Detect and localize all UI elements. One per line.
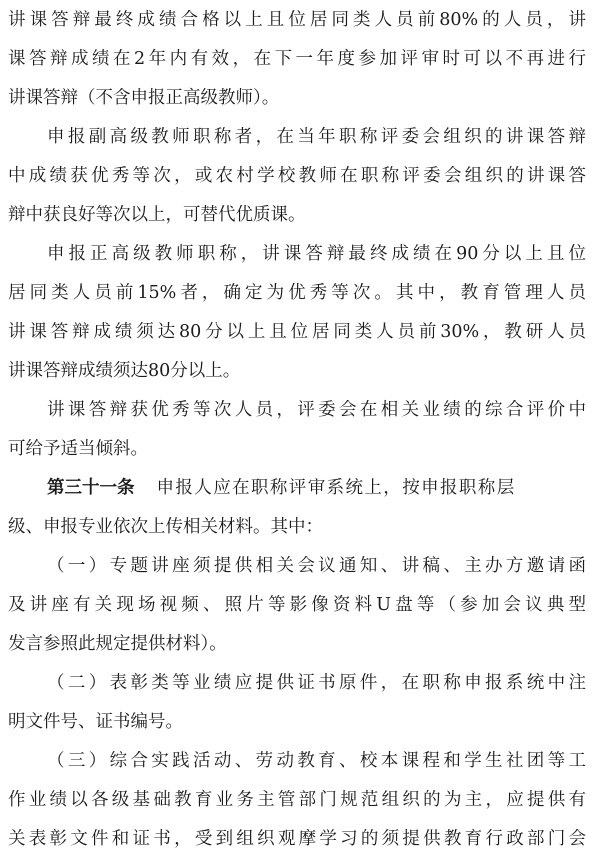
text-line: 课答辩成绩在2年内有效，在下一年度参加评审时可以不再进行 bbox=[8, 49, 586, 69]
text-line: 讲课答辩成绩须达80分以上且位居同类人员前30%，教研人员 bbox=[8, 322, 586, 342]
text-line: （二）表彰类等业绩应提供证书原件，在职称申报系统中注 bbox=[47, 673, 586, 693]
text-line: （一）专题讲座须提供相关会议通知、讲稿、主办方邀请函 bbox=[47, 556, 586, 576]
article-text: 申报人应在职称评审系统上，按申报职称层 bbox=[156, 478, 516, 498]
text-line: 申报副高级教师职称者，在当年职称评委会组织的讲课答辩 bbox=[47, 127, 586, 147]
text-line: 讲课答辩最终成绩合格以上且位居同类人员前80%的人员，讲 bbox=[8, 10, 586, 30]
text-line: 居同类人员前15%者，确定为优秀等次。其中，教育管理人员 bbox=[8, 283, 586, 303]
text-line: （三）综合实践活动、劳动教育、校本课程和学生社团等工 bbox=[47, 751, 586, 771]
text-line: 关表彰文件和证书，受到组织观摩学习的须提供教育行政部门会 bbox=[8, 829, 586, 849]
text-line: 发言参照此规定提供材料）。 bbox=[8, 634, 227, 654]
text-line: 作业绩以各级基础教育业务主管部门规范组织的为主，应提供有 bbox=[8, 790, 586, 810]
article-number: 第三十一条 bbox=[47, 478, 135, 498]
text-line: 可给予适当倾斜。 bbox=[8, 439, 148, 459]
text-line: 明文件号、证书编号。 bbox=[8, 712, 183, 732]
text-line: 申报正高级教师职称，讲课答辩最终成绩在90分以上且位 bbox=[47, 244, 586, 264]
text-line: 讲课答辩获优秀等次人员，评委会在相关业绩的综合评价中 bbox=[47, 400, 586, 420]
article-heading-line bbox=[0, 468, 600, 508]
text-line: 及讲座有关现场视频、照片等影像资料U盘等（参加会议典型 bbox=[8, 595, 586, 615]
text-line: 级、申报专业依次上传相关材料。其中： bbox=[8, 517, 323, 537]
text-line: 讲课答辩成绩须达80分以上。 bbox=[8, 361, 241, 381]
text-line: 中成绩获优秀等次，或农村学校教师在职称评委会组织的讲课答 bbox=[8, 166, 586, 186]
text-line: 辩中获良好等次以上，可替代优质课。 bbox=[8, 205, 306, 225]
text-line: 讲课答辩（不含申报正高级教师）。 bbox=[8, 88, 280, 108]
